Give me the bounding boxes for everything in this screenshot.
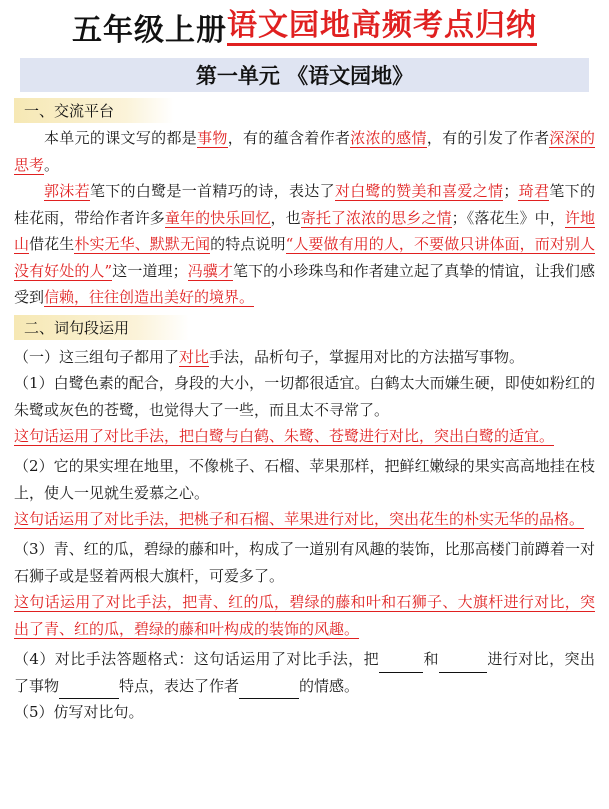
example-sentence: （3）青、红的瓜，碧绿的藤和叶，构成了一道别有风趣的装饰，比那高楼门前蹲着一对石狮子或是竖着两根大旗杆，可爱多了。 [14, 540, 595, 585]
text: ，也 [270, 208, 301, 227]
author-name: 许地山 [14, 208, 595, 253]
text: 本单元的课文写的都是 [44, 129, 198, 147]
answer-format [14, 646, 595, 699]
page-title [14, 0, 595, 52]
example-sentence: （1）白鹭色素的配合，身段的大小，一切都很适宜。白鹤太大而嫌生硬，即使如粉红的朱鹭或灰色的苍鹭，也觉得大了一些，而且太不寻常了。 [14, 374, 595, 419]
title-grade: 五年级上册 [72, 13, 227, 48]
section-heading-usage: 二、词句段运用 [14, 315, 189, 340]
section-heading-exchange: 一、交流平台 [14, 98, 174, 123]
text: 的特点说明 [210, 235, 286, 253]
text: ；《落花生》中， [451, 208, 565, 227]
key-point: 对白鹭的赞美和喜爱之情 [334, 182, 504, 200]
text: 进行对比，突出了事物 [14, 650, 595, 695]
key-point: 童年的快乐回忆 [164, 208, 271, 227]
text: 特点，表达了作者 [119, 676, 240, 695]
key-point: “人要做有用的人，不要做只讲体面，而对别人没有好处的人” [14, 235, 595, 280]
text: 这一道理； [112, 261, 188, 280]
key-point: 深深的思考 [14, 129, 595, 174]
author-name: 冯骥才 [187, 261, 233, 280]
example-item-1 [14, 370, 595, 450]
key-point: 寄托了浓浓的思乡之情 [300, 208, 452, 227]
example-answer: 这句话运用了对比手法，把桃子和石榴、苹果进行对比，突出花生的朴实无华的品格。 [14, 510, 585, 528]
example-item-2 [14, 453, 595, 533]
fill-blank [439, 656, 487, 673]
example-sentence: （2）它的果实埋在地里，不像桃子、石榴、苹果那样，把鲜红嫩绿的果实高高地挂在枝上，使人一见就生爱慕之心。 [14, 457, 595, 502]
author-name: 琦君 [518, 182, 550, 200]
text: ，有的引发了作者 [426, 129, 550, 147]
text: （4）对比手法答题格式：这句话运用了对比手法，把 [14, 650, 380, 668]
example-item-3 [14, 536, 595, 643]
text: 笔下的小珍珠鸟和作者建立起了真挚的情谊，让我们感受到 [14, 261, 595, 306]
text: ，有的蕴含着作者 [227, 129, 351, 147]
key-point: 浓浓的感情 [350, 129, 427, 147]
text: 。 [44, 155, 60, 174]
imitation-task: （5）仿写对比句。 [14, 703, 144, 721]
paragraph-authors [14, 178, 595, 311]
unit-heading: 第一单元 《语文园地》 [20, 58, 589, 92]
example-answer: 这句话运用了对比手法，把青、红的瓜，碧绿的藤和叶和石狮子、大旗杆进行对比，突出了青、红的瓜，碧绿的藤和叶构成的装饰的风趣。 [14, 593, 595, 638]
text: 笔下的桂花雨，带给作者许多 [14, 182, 595, 227]
fill-blank [59, 682, 119, 699]
example-answer: 这句话运用了对比手法，把白鹭与白鹤、朱鹭、苍鹭进行对比，突出白鹭的适宜。 [14, 427, 555, 445]
title-topic: 语文园地高频考点归纳 [227, 9, 537, 46]
key-point: 对比 [179, 347, 210, 366]
paragraph-intro [14, 125, 595, 178]
key-point: 事物 [197, 129, 228, 147]
text: （一）这三组句子都用了 [14, 347, 180, 366]
author-name: 郭沫若 [44, 182, 90, 200]
text: 的情感。 [299, 676, 360, 695]
fill-blank [239, 682, 299, 699]
text: 笔下的白鹭是一首精巧的诗，表达了 [89, 182, 335, 200]
contrast-intro [14, 344, 595, 371]
key-point: 朴实无华、默默无闻 [74, 235, 211, 253]
text: 手法，品析句子，掌握用对比的方法描写事物。 [209, 347, 525, 366]
fill-blank [379, 656, 423, 673]
key-point: 信赖，往往创造出美好的境界。 [44, 288, 255, 306]
text: 和 [423, 650, 439, 668]
text: ； [503, 182, 519, 200]
text: 借花生 [29, 235, 75, 253]
